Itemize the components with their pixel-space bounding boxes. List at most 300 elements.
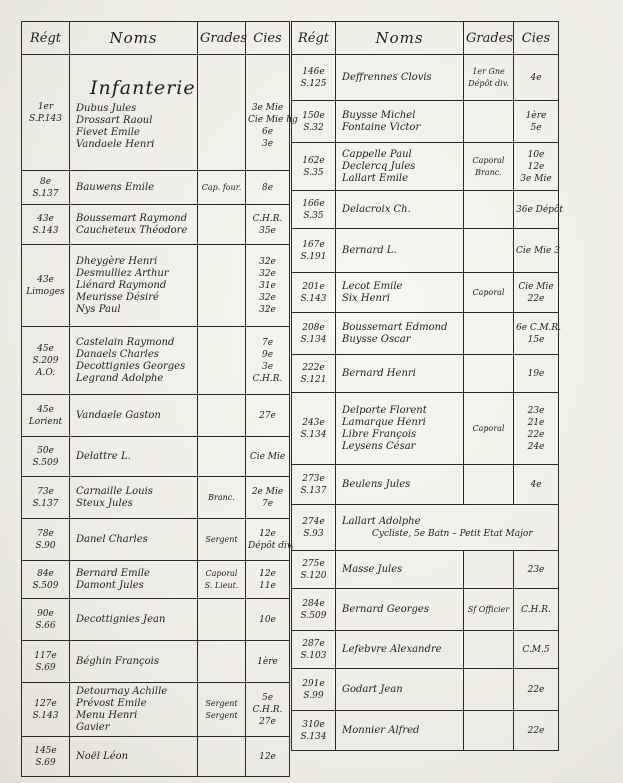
regiment-line: 146e: [302, 66, 325, 77]
company-line: Dépôt div.: [248, 540, 294, 551]
noms-cell: [70, 171, 198, 205]
soldier-name: Delporte Florent: [342, 404, 427, 416]
grades-cell: [464, 101, 514, 143]
regt-cell: [22, 561, 70, 599]
regiment-line: S.134: [300, 334, 327, 345]
company-line: 32e: [259, 292, 276, 303]
company-line: 35e: [259, 225, 276, 236]
regiment-line: 78e: [37, 528, 54, 539]
company-line: 9e: [261, 349, 274, 360]
header-grades: Grades: [464, 22, 514, 55]
noms-cell: [70, 477, 198, 519]
noms-cell: [70, 519, 198, 561]
noms-cell: [70, 561, 198, 599]
regt-cell: [292, 273, 336, 313]
regiment-line: S.125: [300, 78, 327, 89]
table-row: [292, 55, 559, 101]
regt-cell: [292, 589, 336, 631]
cies-cell: [246, 327, 290, 395]
regiment-line: 167e: [302, 239, 325, 250]
company-line: 6e: [261, 127, 274, 137]
soldier-name: Dheygère Henri: [76, 255, 158, 267]
grade-line: Branc.: [208, 492, 235, 502]
company-line: 22e: [527, 429, 545, 440]
company-line: 21e: [527, 417, 545, 428]
soldier-name: Leysens César: [342, 440, 416, 452]
table-row: [22, 477, 290, 519]
company-line: 7e: [261, 498, 274, 509]
company-line: 32e: [259, 268, 276, 279]
company-line: C.H.R.: [252, 373, 283, 384]
company-line: 36e Dépôt: [516, 204, 563, 215]
regiment-line: S.509: [32, 457, 59, 468]
cies-cell: [514, 143, 559, 191]
company-line: 12e: [259, 751, 276, 762]
table-row: [22, 737, 290, 777]
noms-cell: [70, 327, 198, 395]
cies-cell: [246, 737, 290, 777]
noms-cell: [70, 599, 198, 641]
soldier-name: Drossart Raoul: [76, 115, 153, 126]
table-row: [292, 465, 559, 505]
table-row: [22, 205, 290, 245]
cies-cell: [246, 599, 290, 641]
regiment-line: 90e: [37, 608, 54, 619]
soldier-name: Lallart Emile: [342, 172, 409, 184]
noms-cell: [336, 505, 559, 551]
grades-cell: [198, 737, 246, 777]
soldier-name: Bernard Henri: [342, 367, 416, 379]
grades-cell: [198, 245, 246, 327]
grades-cell: [198, 395, 246, 437]
regiment-line: 150e: [302, 110, 325, 121]
regt-cell: [292, 55, 336, 101]
regiment-line: S.103: [300, 650, 327, 661]
soldier-name: Gavier: [76, 721, 110, 733]
regt-cell: [22, 437, 70, 477]
company-line: 12e: [259, 528, 276, 539]
noms-cell: [336, 313, 464, 355]
table-row: [22, 437, 290, 477]
regiment-line: 45e: [37, 404, 54, 415]
regt-cell: [292, 143, 336, 191]
noms-cell: [336, 589, 464, 631]
soldier-name: Monnier Alfred: [342, 724, 420, 736]
company-line: 3e Mie: [251, 103, 284, 113]
table-row: [292, 505, 559, 551]
grades-cell: [464, 273, 514, 313]
cies-cell: [514, 313, 562, 355]
regt-cell: [292, 229, 336, 273]
regiment-line: 1er: [37, 101, 54, 112]
table-row: [22, 171, 290, 205]
noms-cell: [336, 551, 464, 589]
soldier-name: Béghin François: [76, 655, 159, 667]
regiment-line: S.209: [32, 355, 59, 366]
soldier-name: Prévost Emile: [76, 697, 147, 709]
soldier-name: Bernard L.: [342, 244, 397, 256]
soldier-name: Delacroix Ch.: [342, 203, 411, 215]
cies-cell: [246, 245, 290, 327]
cies-cell: [246, 683, 290, 737]
soldier-name: Desmulliez Arthur: [76, 267, 169, 279]
cies-cell: [514, 355, 559, 393]
company-line: 10e: [527, 149, 545, 160]
table-row: [292, 273, 559, 313]
grade-line: Dépôt div.: [468, 78, 509, 88]
soldier-name: Legrand Adolphe: [76, 372, 164, 384]
regiment-line: S.134: [300, 731, 327, 742]
noms-cell: [336, 273, 464, 313]
company-line: 15e: [527, 334, 545, 345]
company-line: 27e: [259, 716, 276, 727]
company-line: 1ère: [525, 110, 547, 121]
soldier-name: Menu Henri: [76, 709, 138, 721]
grades-cell: [198, 599, 246, 641]
regt-cell: [292, 465, 336, 505]
soldier-name: Decottignies Jean: [76, 613, 166, 625]
grades-cell: [464, 631, 514, 669]
company-line: 12e: [527, 161, 545, 172]
regiment-line: 291e: [302, 678, 325, 689]
soldier-name: Bauwens Emile: [76, 181, 155, 193]
cies-cell: [246, 55, 298, 171]
regt-cell: [292, 393, 336, 465]
regiment-line: 43e: [37, 213, 54, 224]
grades-cell: [198, 641, 246, 683]
regiment-line: 45e: [37, 343, 54, 354]
regiment-line: 222e: [302, 362, 325, 373]
grade-line: Caporal: [472, 423, 505, 433]
regiment-line: 287e: [302, 638, 325, 649]
regiment-line: A.O.: [35, 367, 56, 378]
soldier-name: Danaels Charles: [76, 348, 159, 360]
grades-cell: [464, 313, 514, 355]
left-header-row: [22, 22, 290, 55]
regt-cell: [292, 505, 336, 551]
regiment-line: S.35: [303, 210, 324, 221]
cies-cell: [514, 551, 559, 589]
grade-line: S. Lieut.: [204, 580, 239, 590]
company-line: 8e: [261, 182, 274, 193]
company-line: 32e: [259, 304, 276, 315]
regiment-line: S.69: [35, 757, 56, 768]
company-line: C.H.R.: [252, 213, 283, 224]
company-line: 22e: [527, 293, 545, 304]
header-cies: Cies: [514, 22, 559, 55]
regiment-line: S.90: [35, 540, 56, 551]
grades-cell: [198, 561, 246, 599]
regiment-line: S.120: [300, 570, 327, 581]
company-line: 3e Mie: [520, 173, 552, 184]
soldier-name: Danel Charles: [76, 533, 148, 545]
regiment-line: 8e: [39, 176, 52, 187]
regiment-line: 274e: [302, 516, 325, 527]
regiment-line: S.P.143: [29, 113, 62, 124]
soldier-name: Godart Jean: [342, 683, 403, 695]
company-line: 24e: [527, 441, 545, 452]
regt-cell: [292, 313, 336, 355]
cies-cell: [246, 437, 290, 477]
soldier-name: Vandaele Henri: [76, 139, 155, 150]
header-noms: Noms: [70, 22, 198, 55]
cies-cell: [246, 519, 294, 561]
table-row: [292, 393, 559, 465]
cies-cell: [514, 631, 559, 669]
table-row: [22, 55, 290, 171]
regiment-line: 310e: [302, 719, 325, 730]
regiment-line: 50e: [37, 445, 54, 456]
soldier-name: Lamarque Henri: [342, 416, 426, 428]
soldier-name: Boussemart Edmond: [342, 321, 448, 333]
unit-note: Cycliste, 5e Batn – Petit Etat Major: [372, 528, 533, 539]
regt-cell: [292, 711, 336, 751]
right-register-table: [291, 21, 563, 751]
regiment-line: S.137: [300, 485, 327, 496]
soldier-name: Nys Paul: [76, 303, 121, 315]
grades-cell: [464, 711, 514, 751]
company-line: Cie Mie: [249, 451, 286, 462]
company-line: Cie Mie 3: [516, 245, 560, 256]
noms-cell: [70, 737, 198, 777]
regiment-line: S.509: [32, 580, 59, 591]
regt-cell: [22, 395, 70, 437]
regiment-line: S.143: [32, 225, 59, 236]
noms-cell: [70, 395, 198, 437]
noms-cell: [336, 711, 464, 751]
company-line: 19e: [527, 368, 545, 379]
grades-cell: [198, 327, 246, 395]
header-cies: Cies: [246, 22, 290, 55]
regiment-line: S.134: [300, 429, 327, 440]
cies-cell: [514, 669, 559, 711]
company-line: 31e: [259, 280, 276, 291]
regt-cell: [22, 55, 70, 171]
cies-cell: [246, 561, 290, 599]
company-line: 22e: [527, 684, 545, 695]
noms-cell: [70, 245, 198, 327]
soldier-name: Carnaille Louis: [76, 485, 153, 497]
grade-line: Caporal: [205, 568, 238, 578]
regiment-line: S.66: [35, 620, 56, 631]
grades-cell: [198, 437, 246, 477]
regiment-line: 127e: [34, 698, 57, 709]
grades-cell: [464, 393, 514, 465]
grades-cell: [464, 191, 514, 229]
regt-cell: [292, 191, 336, 229]
grades-cell: [464, 229, 514, 273]
table-row: [292, 669, 559, 711]
cies-cell: [514, 191, 563, 229]
cies-cell: [514, 711, 559, 751]
soldier-name: Buysse Oscar: [342, 333, 411, 345]
grades-cell: [464, 55, 514, 101]
company-line: 3e: [261, 139, 274, 149]
soldier-name: Bernard Georges: [342, 603, 429, 615]
soldier-name: Lefebvre Alexandre: [342, 643, 442, 655]
grade-line: Branc.: [475, 167, 502, 177]
soldier-name: Delattre L.: [76, 450, 131, 462]
regiment-line: S.143: [300, 293, 327, 304]
company-line: 32e: [259, 256, 276, 267]
soldier-name: Meurisse Désiré: [76, 291, 159, 303]
regiment-line: S.137: [32, 188, 59, 199]
noms-cell: [336, 631, 464, 669]
soldier-name: Deffrennes Clovis: [342, 71, 432, 83]
soldier-name: Masse Jules: [342, 563, 403, 575]
grade-line: Sergent: [205, 710, 238, 720]
table-row: [22, 683, 290, 737]
company-line: 6e C.M.R.: [516, 322, 562, 333]
regiment-line: 117e: [34, 650, 57, 661]
regiment-line: 208e: [302, 322, 325, 333]
soldier-name: Buysse Michel: [342, 109, 416, 121]
noms-cell: [70, 641, 198, 683]
noms-cell: [336, 55, 464, 101]
noms-cell: [336, 101, 464, 143]
company-line: 5e: [261, 692, 274, 703]
grades-cell: [198, 171, 246, 205]
soldier-name: Libre François: [342, 428, 417, 440]
company-line: Cie Mie: [518, 281, 554, 292]
regiment-line: 166e: [302, 198, 325, 209]
right-header-row: [292, 22, 559, 55]
company-line: 1ère: [257, 656, 278, 667]
company-line: 22e: [527, 725, 545, 736]
regt-cell: [22, 327, 70, 395]
company-line: 23e: [527, 405, 545, 416]
company-line: C.H.R.: [252, 704, 283, 715]
regt-cell: [292, 631, 336, 669]
soldier-name: Detournay Achille: [76, 685, 168, 697]
noms-cell: [70, 437, 198, 477]
regiment-line: 273e: [302, 473, 325, 484]
regiment-line: S.137: [32, 498, 59, 509]
regiment-line: 162e: [302, 155, 325, 166]
soldier-name: Cappelle Paul: [342, 148, 412, 160]
regiment-line: S.32: [303, 122, 324, 133]
table-row: [292, 355, 559, 393]
cies-cell: [246, 477, 290, 519]
company-line: 4e: [530, 479, 542, 490]
noms-cell: [336, 229, 464, 273]
grades-cell: [198, 477, 246, 519]
soldier-name: Declercq Jules: [342, 160, 416, 172]
soldier-name: Dubus Jules: [76, 103, 137, 114]
regt-cell: [22, 171, 70, 205]
cies-cell: [514, 465, 559, 505]
company-line: 2e Mie: [251, 486, 284, 497]
regiment-line: 73e: [37, 486, 54, 497]
regt-cell: [22, 205, 70, 245]
soldier-name: Lallart Adolphe: [342, 515, 421, 527]
table-row: [292, 551, 559, 589]
regiment-line: S.143: [32, 710, 59, 721]
company-line: Cie Mie hg: [248, 115, 298, 125]
company-line: C.M.5: [522, 644, 550, 655]
company-line: 11e: [259, 580, 276, 591]
grades-cell: [464, 465, 514, 505]
soldier-name: Beulens Jules: [342, 478, 411, 490]
regt-cell: [22, 599, 70, 641]
grades-cell: [198, 519, 246, 561]
grade-line: Cap. four.: [201, 182, 242, 192]
soldier-name: Fievet Emile: [76, 127, 140, 138]
cies-cell: [514, 101, 559, 143]
regiment-line: Limoges: [26, 286, 65, 297]
regt-cell: [22, 519, 70, 561]
cies-cell: [246, 205, 290, 245]
table-row: [292, 101, 559, 143]
grade-line: Caporal: [472, 287, 505, 297]
regt-cell: [292, 551, 336, 589]
soldier-name: Noël Léon: [76, 750, 129, 762]
section-title: Infanterie: [90, 77, 196, 99]
noms-cell: [336, 669, 464, 711]
regiment-line: 145e: [34, 745, 57, 756]
grades-cell: [464, 589, 514, 631]
table-row: [22, 327, 290, 395]
grades-cell: [464, 143, 514, 191]
grades-cell: [198, 683, 246, 737]
soldier-name: Fontaine Victor: [342, 121, 421, 133]
left-register-table: [21, 21, 298, 777]
table-row: [22, 519, 290, 561]
cies-cell: [246, 641, 290, 683]
soldier-name: Vandaele Gaston: [76, 409, 161, 421]
header-regt: Régt: [292, 22, 336, 55]
table-row: [292, 313, 559, 355]
regt-cell: [22, 683, 70, 737]
table-row: [22, 395, 290, 437]
regiment-line: 201e: [302, 281, 325, 292]
header-grades: Grades: [198, 22, 246, 55]
table-row: [22, 641, 290, 683]
table-row: [292, 229, 559, 273]
company-line: 23e: [527, 564, 545, 575]
cies-cell: [514, 589, 559, 631]
regiment-line: 275e: [302, 558, 325, 569]
regt-cell: [292, 669, 336, 711]
table-row: [292, 191, 559, 229]
noms-cell: [336, 355, 464, 393]
noms-cell: [70, 683, 198, 737]
header-noms: Noms: [336, 22, 464, 55]
noms-cell: [70, 205, 198, 245]
grade-line: Caporal: [472, 155, 505, 165]
cies-cell: [514, 229, 559, 273]
regiment-line: S.93: [303, 528, 324, 539]
soldier-name: Steux Jules: [76, 497, 133, 509]
soldier-name: Lecot Emile: [342, 280, 403, 292]
noms-cell: [70, 55, 198, 171]
soldier-name: Damont Jules: [76, 579, 144, 591]
cies-cell: [514, 393, 559, 465]
table-row: [292, 589, 559, 631]
grade-line: Sergent: [205, 534, 238, 544]
cies-cell: [246, 395, 290, 437]
company-line: 3e: [261, 361, 274, 372]
cies-cell: [514, 55, 559, 101]
regiment-line: 243e: [302, 417, 325, 428]
regiment-line: Lorient: [28, 416, 63, 427]
soldier-name: Liénard Raymond: [76, 279, 167, 291]
company-line: 5e: [530, 122, 542, 133]
table-row: [292, 143, 559, 191]
grades-cell: [464, 355, 514, 393]
regiment-line: S.69: [35, 662, 56, 673]
regiment-line: S.121: [300, 374, 327, 385]
